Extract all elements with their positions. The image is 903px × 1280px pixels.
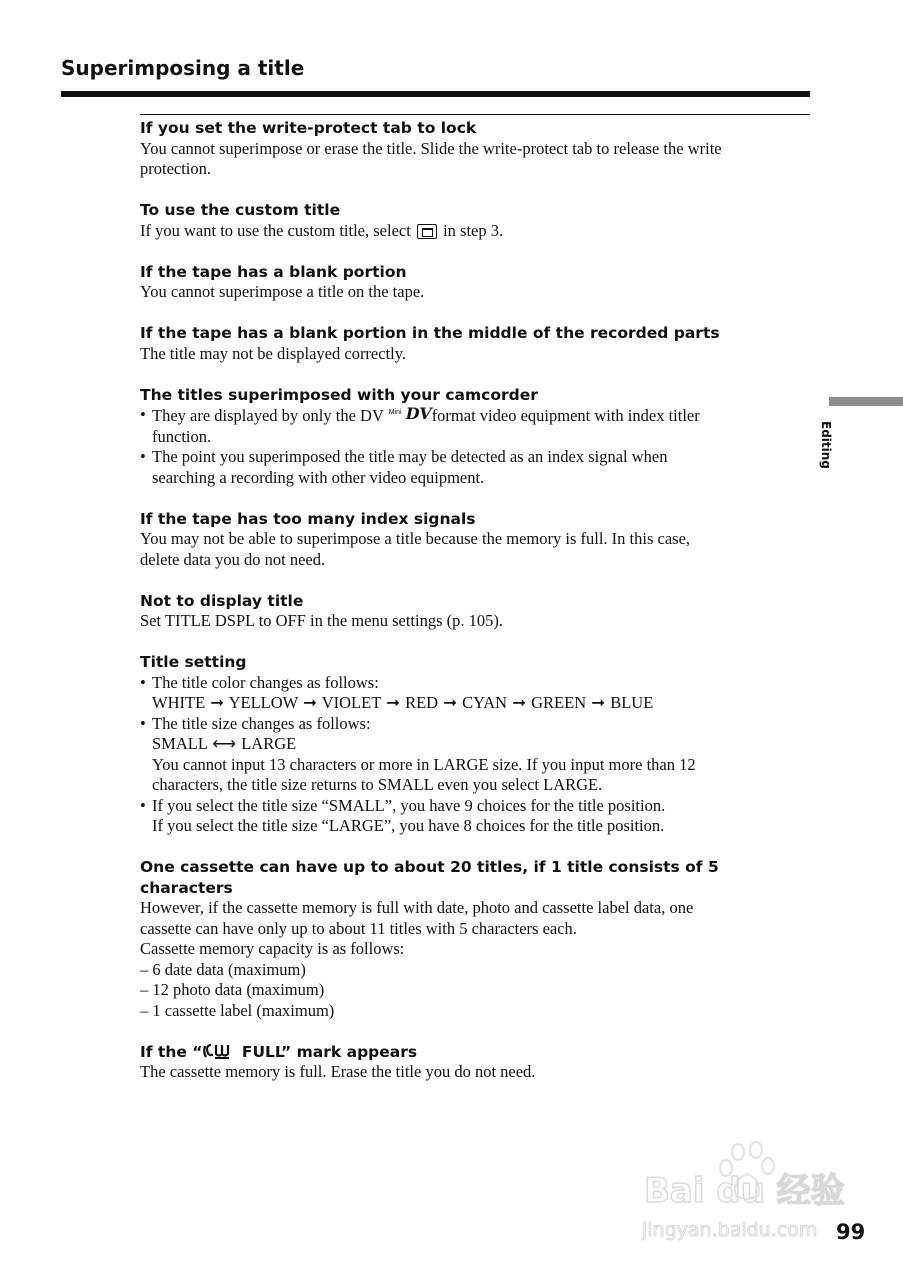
content-rule bbox=[140, 114, 810, 115]
logo-mini-text: Mini bbox=[388, 409, 402, 416]
text-line: You cannot superimpose a title on the tape. bbox=[140, 282, 425, 301]
section-custom-title bbox=[140, 200, 815, 241]
text-line bbox=[140, 221, 815, 242]
list-item: – 12 photo data (maximum) bbox=[140, 980, 325, 999]
section-blank-portion bbox=[140, 262, 815, 303]
section-heading: If the tape has a blank portion bbox=[140, 262, 407, 281]
text-line: Set TITLE DSPL to OFF in the menu settings (p. 105). bbox=[140, 611, 503, 630]
page-number: 99 bbox=[836, 1220, 866, 1244]
bullet-item: • If you select the title size “SMALL”, you have 9 choices for the title position. bbox=[140, 796, 815, 817]
section-full-mark bbox=[140, 1042, 815, 1083]
section-cassette-capacity bbox=[140, 857, 815, 1021]
text-fragment: FULL” mark appears bbox=[236, 1042, 418, 1061]
page-title: Superimposing a title bbox=[61, 56, 305, 80]
text-line: protection. bbox=[140, 159, 212, 178]
text-fragment: If you want to use the custom title, select bbox=[140, 220, 411, 240]
section-write-protect bbox=[140, 118, 815, 180]
side-tab-bar bbox=[829, 397, 903, 406]
bullet-item: • The point you superimposed the title may be detected as an index signal when bbox=[140, 447, 815, 468]
section-heading: Not to display title bbox=[140, 591, 304, 610]
text-line: cassette can have only up to about 11 titles with 5 characters each. bbox=[140, 918, 577, 938]
section-heading: One cassette can have up to about 20 titles, if 1 title consists of 5 characters bbox=[140, 858, 719, 897]
section-blank-middle bbox=[140, 323, 815, 364]
text-line: characters, the title size returns to SMALL even you select LARGE. bbox=[152, 775, 603, 794]
section-titles-superimposed bbox=[140, 385, 815, 489]
text-fragment: format video equipment with index titler bbox=[431, 406, 700, 425]
list-item: – 6 date data (maximum) bbox=[140, 959, 306, 979]
list-item: – 1 cassette label (maximum) bbox=[140, 1000, 335, 1020]
section-heading: If you set the write-protect tab to lock bbox=[140, 119, 477, 137]
size-flow: SMALL ⟷ LARGE bbox=[152, 734, 297, 753]
watermark-text-url: jingyan.baidu.com bbox=[642, 1219, 818, 1241]
logo-dv-text: DV bbox=[405, 404, 432, 423]
section-index-signals bbox=[140, 509, 815, 571]
text-line: However, if the cassette memory is full with date, photo and cassette label data, one bbox=[140, 898, 694, 917]
text-fragment: If the “ bbox=[140, 1042, 203, 1061]
text-line: function. bbox=[152, 426, 212, 446]
content bbox=[140, 118, 815, 1103]
bullet-item: • The title size changes as follows: bbox=[140, 714, 815, 735]
side-tab-text: Editing bbox=[819, 421, 833, 469]
bullet-item: • The title color changes as follows: bbox=[140, 673, 815, 694]
text-line: The title may not be displayed correctly. bbox=[140, 343, 407, 363]
color-flow: WHITE ➞ YELLOW ➞ VIOLET ➞ RED ➞ CYAN ➞ GREEN ➞ BLUE bbox=[152, 693, 654, 712]
side-tab-label bbox=[819, 421, 841, 481]
title-rule bbox=[61, 91, 810, 97]
mini-dv-logo-icon bbox=[388, 405, 432, 423]
text-line: You cannot input 13 characters or more in LARGE size. If you input more than 12 bbox=[152, 754, 696, 774]
cassette-memory-icon bbox=[202, 1042, 236, 1060]
section-heading: Title setting bbox=[140, 653, 247, 671]
text-line: searching a recording with other video equipment. bbox=[152, 467, 485, 487]
section-heading: To use the custom title bbox=[140, 201, 341, 219]
text-line: You may not be able to superimpose a title because the memory is full. In this case, bbox=[140, 529, 691, 548]
text-line: The cassette memory is full. Erase the title you do not need. bbox=[140, 1062, 536, 1081]
watermark-text-logo: Bai du 经验 bbox=[644, 1171, 845, 1211]
text-line: delete data you do not need. bbox=[140, 549, 326, 569]
custom-title-icon bbox=[417, 224, 437, 239]
text-fragment: They are displayed by only the DV bbox=[152, 406, 384, 425]
section-title-setting bbox=[140, 652, 815, 837]
section-heading: The titles superimposed with your camcorder bbox=[140, 385, 538, 404]
section-heading bbox=[140, 1042, 815, 1063]
text-line: Cassette memory capacity is as follows: bbox=[140, 939, 405, 958]
section-not-display bbox=[140, 591, 815, 632]
section-heading: If the tape has too many index signals bbox=[140, 509, 476, 528]
baidu-watermark bbox=[640, 1140, 845, 1250]
text-fragment: in step 3. bbox=[443, 220, 504, 240]
section-heading: If the tape has a blank portion in the middle of the recorded parts bbox=[140, 324, 720, 342]
text-line: If you select the title size “LARGE”, you have 8 choices for the title position. bbox=[152, 816, 665, 835]
bullet-item bbox=[140, 405, 815, 427]
text-line: You cannot superimpose or erase the title. Slide the write-protect tab to release the write bbox=[140, 138, 722, 158]
